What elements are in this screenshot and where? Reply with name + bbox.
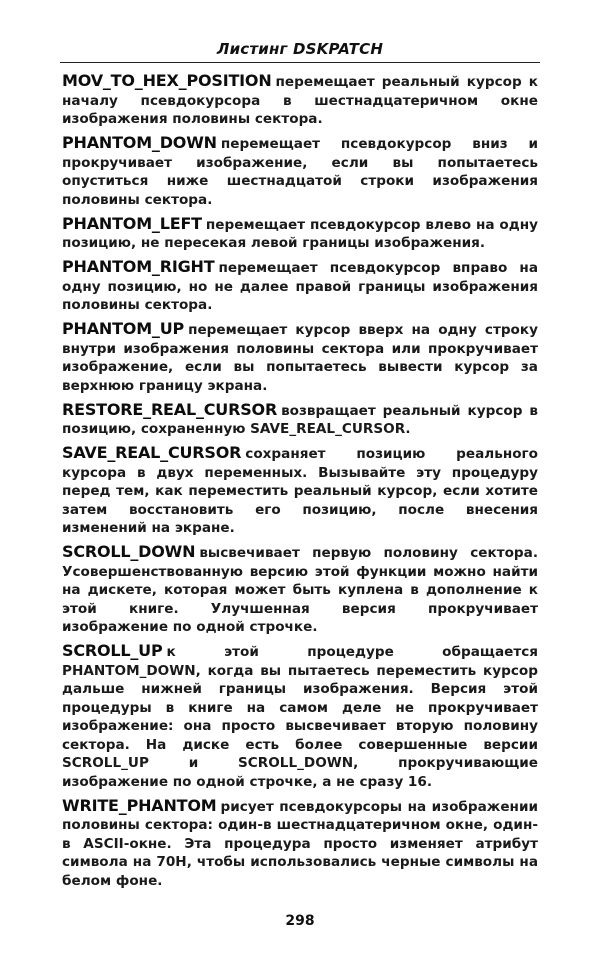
entry-write-phantom bbox=[62, 797, 538, 891]
entry-term: PHANTOM_DOWN bbox=[62, 133, 217, 152]
entry-term: MOV_TO_HEX_POSITION bbox=[62, 71, 272, 90]
entry-description: сохраняет позицию реального курсора в двух переменных. Вызывайте эту процедуру перед тем, как переместить реальный курсор, если хотите затем восстановить его позицию, после внесения изменений на экране. bbox=[62, 446, 538, 536]
entry-term: RESTORE_REAL_CURSOR bbox=[62, 399, 278, 419]
entry-description: перемещает реальный курсор к началу псевдокурсора в шестнадцатеричном окне изображения половины сектора. bbox=[62, 74, 538, 127]
entry-description: перемещает псевдокурсор влево на одну позицию, не пересекая левой границы изображения. bbox=[62, 216, 538, 251]
entry-description: перемещает курсор вверх на одну строку внутри изображения половины сектора или прокручивает изображение, если вы попытаетесь вывести курсор за верхнюю границу экрана. bbox=[62, 322, 538, 394]
entry-description: к этой процедуре обращается PHANTOM_DOWN, когда вы пытаетесь переместить курсор дальше нижней границы изображения. Версия этой процедуры в книге на самом деле не прокручивает изображение: она просто высвечивает вторую половину сектора. На диске есть более совершенные версии SCROLL_UP и SCROLL_DOWN, прокручивающие изображение по одной строчке, а не сразу 16. bbox=[62, 644, 538, 790]
entry-description: рисует псевдокурсоры на изображении половины сектора: один-в шестнадцатеричном окне, один-в ASCII-окне. Эта процедура просто изменяет атрибут символа на 70H, чтобы использовались черные символы на белом фоне. bbox=[62, 798, 538, 889]
entry-mov-to-hex-position bbox=[62, 72, 538, 129]
entry-phantom-left bbox=[62, 215, 538, 253]
entry-phantom-right bbox=[62, 258, 538, 315]
page-number: 298 bbox=[285, 913, 315, 929]
entry-term: PHANTOM_UP bbox=[62, 319, 185, 338]
entry-save-real-cursor bbox=[62, 444, 538, 538]
entry-term: SCROLL_DOWN bbox=[62, 542, 196, 561]
entry-term: SAVE_REAL_CURSOR bbox=[62, 443, 242, 462]
header-rule bbox=[60, 62, 540, 63]
entry-phantom-down bbox=[62, 134, 538, 209]
entry-term: PHANTOM_RIGHT bbox=[62, 257, 215, 276]
running-header: Листинг DSKPATCH bbox=[216, 40, 384, 58]
procedure-list bbox=[62, 72, 538, 896]
entry-description: перемещает псевдокурсор вправо на одну позицию, но не далее правой границы изображения половины сектора. bbox=[62, 260, 538, 313]
entry-scroll-down bbox=[62, 543, 538, 637]
entry-term: WRITE_PHANTOM bbox=[62, 795, 217, 815]
entry-phantom-up bbox=[62, 320, 538, 395]
entry-description: высвечивает первую половину сектора. Усовершенствованную версию этой функции можно найти на дискете, которая может быть куплена в дополнение к этой книге. Улучшенная версия прокручивает изображение по одной строчке. bbox=[62, 545, 538, 635]
entry-description: перемещает псевдокурсор вниз и прокручивает изображение, если вы попытаетесь опуститься ниже шестнадцатой строки изображения половины сектора. bbox=[62, 136, 538, 208]
entry-term: SCROLL_UP bbox=[62, 641, 163, 660]
entry-scroll-up bbox=[62, 642, 538, 791]
entry-term: PHANTOM_LEFT bbox=[62, 213, 202, 233]
entry-description: возвращает реальный курсор в позицию, сохраненную SAVE_REAL_CURSOR. bbox=[62, 402, 538, 437]
entry-restore-real-cursor bbox=[62, 401, 538, 439]
